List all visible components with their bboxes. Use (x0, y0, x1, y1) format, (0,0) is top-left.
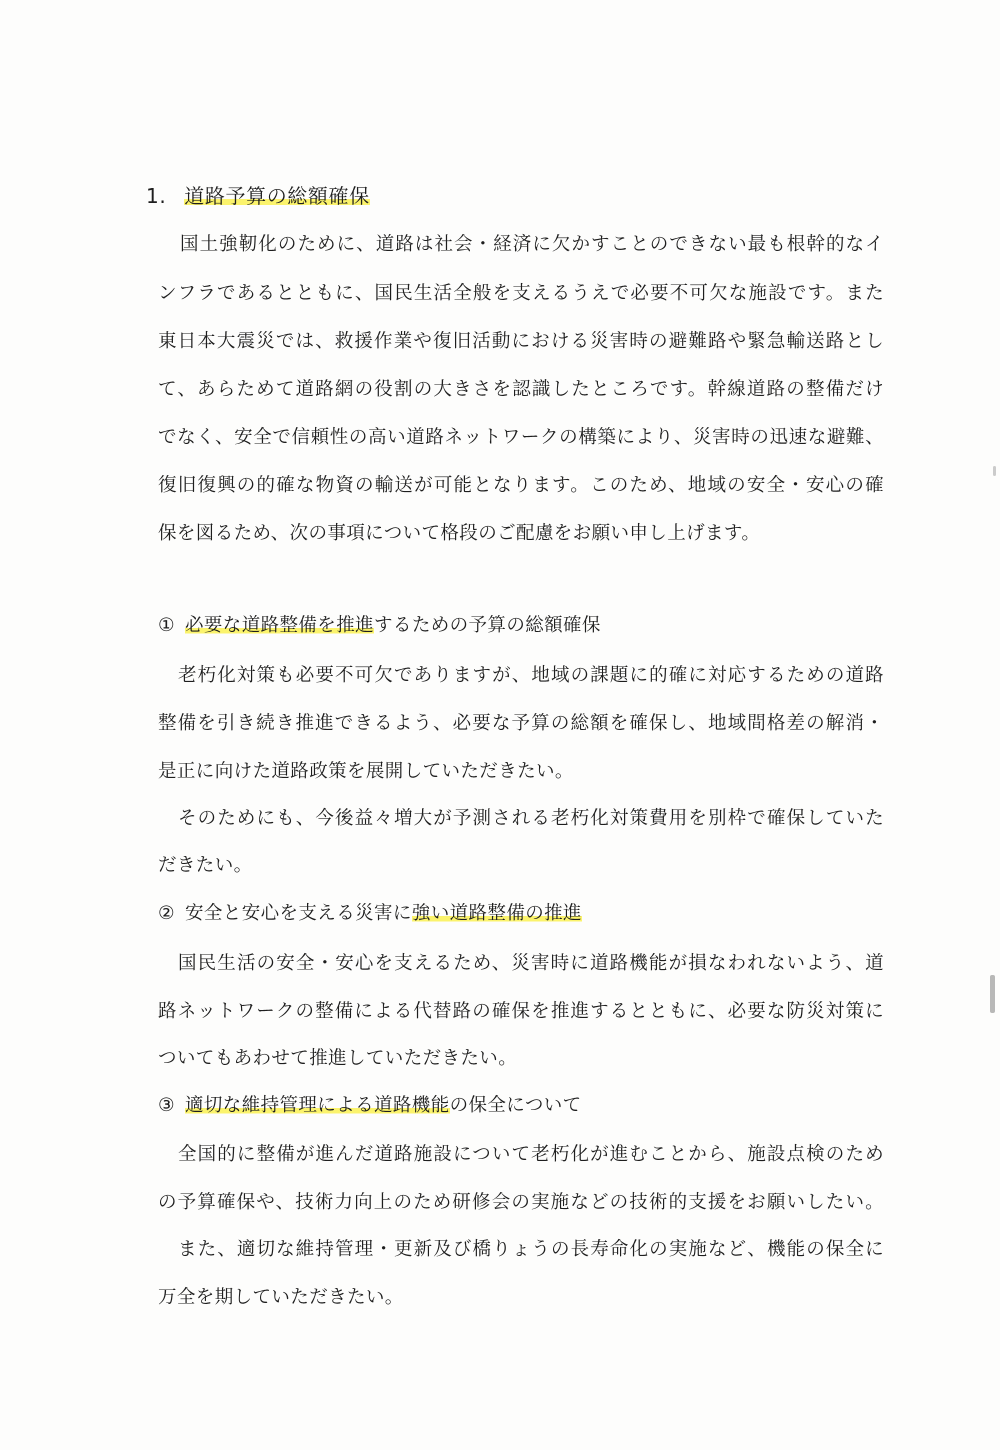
paragraph-line: の予算確保や、技術力向上のため研修会の実施などの技術的支援をお願いしたい。 (158, 1192, 884, 1213)
section-title: 道路予算の総額確保 (184, 184, 370, 208)
paragraph-line: 老朽化対策も必要不可欠でありますが、地域の課題に的確に対応するための道路 (178, 665, 884, 686)
paragraph-line: 復旧復興の的確な物資の輸送が可能となります。このため、地域の安全・安心の確 (158, 475, 884, 496)
item-title-highlight: 強い道路整備の推進 (411, 903, 582, 924)
paragraph-line: 国土強靭化のために、道路は社会・経済に欠かすことのできない最も根幹的なイ (180, 234, 884, 255)
item-marker: ① (158, 615, 175, 636)
paragraph-line: また、適切な維持管理・更新及び橋りょうの長寿命化の実施など、機能の保全に (178, 1239, 884, 1260)
item-heading (158, 902, 582, 926)
paragraph-line: 保を図るため、次の事項について格段のご配慮をお願い申し上げます。 (158, 523, 761, 544)
paragraph-line: ついてもあわせて推進していただきたい。 (158, 1048, 518, 1069)
section-heading (146, 182, 370, 210)
item-title-highlight: 適切な維持管理による道路機能 (185, 1095, 450, 1116)
paragraph-line: だきたい。 (158, 855, 253, 876)
paragraph-line: そのためにも、今後益々増大が予測される老朽化対策費用を別枠で確保していた (178, 808, 884, 829)
item-heading (158, 1094, 582, 1118)
item-heading (158, 614, 601, 638)
paragraph-line: でなく、安全で信頼性の高い道路ネットワークの構築により、災害時の迅速な避難、 (158, 427, 884, 448)
paragraph-line: 整備を引き続き推進できるよう、必要な予算の総額を確保し、地域間格差の解消・ (158, 713, 884, 734)
item-title: 安全と安心を支える災害に (185, 903, 412, 924)
paragraph-line: て、あらためて道路網の役割の大きさを認識したところです。幹線道路の整備だけ (158, 379, 884, 400)
paragraph-line: 全国的に整備が進んだ道路施設について老朽化が進むことから、施設点検のため (178, 1144, 884, 1165)
paragraph-line: 東日本大震災では、救援作業や復旧活動における災害時の避難路や緊急輸送路とし (158, 331, 884, 352)
paragraph-line: 万全を期していただきたい。 (158, 1287, 404, 1308)
paragraph-line: 路ネットワークの整備による代替路の確保を推進するとともに、必要な防災対策に (158, 1001, 884, 1022)
item-title-highlight: 必要な道路整備を推進 (185, 615, 375, 636)
paragraph-line: ンフラであるとともに、国民生活全般を支えるうえで必要不可欠な施設です。また (158, 283, 884, 304)
section-number: 1. (146, 184, 167, 208)
item-title: の保全について (449, 1095, 582, 1116)
paragraph-line: 是正に向けた道路政策を展開していただきたい。 (158, 761, 574, 782)
paragraph-line: 国民生活の安全・安心を支えるため、災害時に道路機能が損なわれないよう、道 (178, 953, 884, 974)
item-title: するための予算の総額確保 (374, 615, 601, 636)
item-marker: ② (158, 903, 175, 924)
scan-mark (993, 466, 996, 476)
item-marker: ③ (158, 1095, 175, 1116)
scan-mark (990, 975, 995, 1013)
